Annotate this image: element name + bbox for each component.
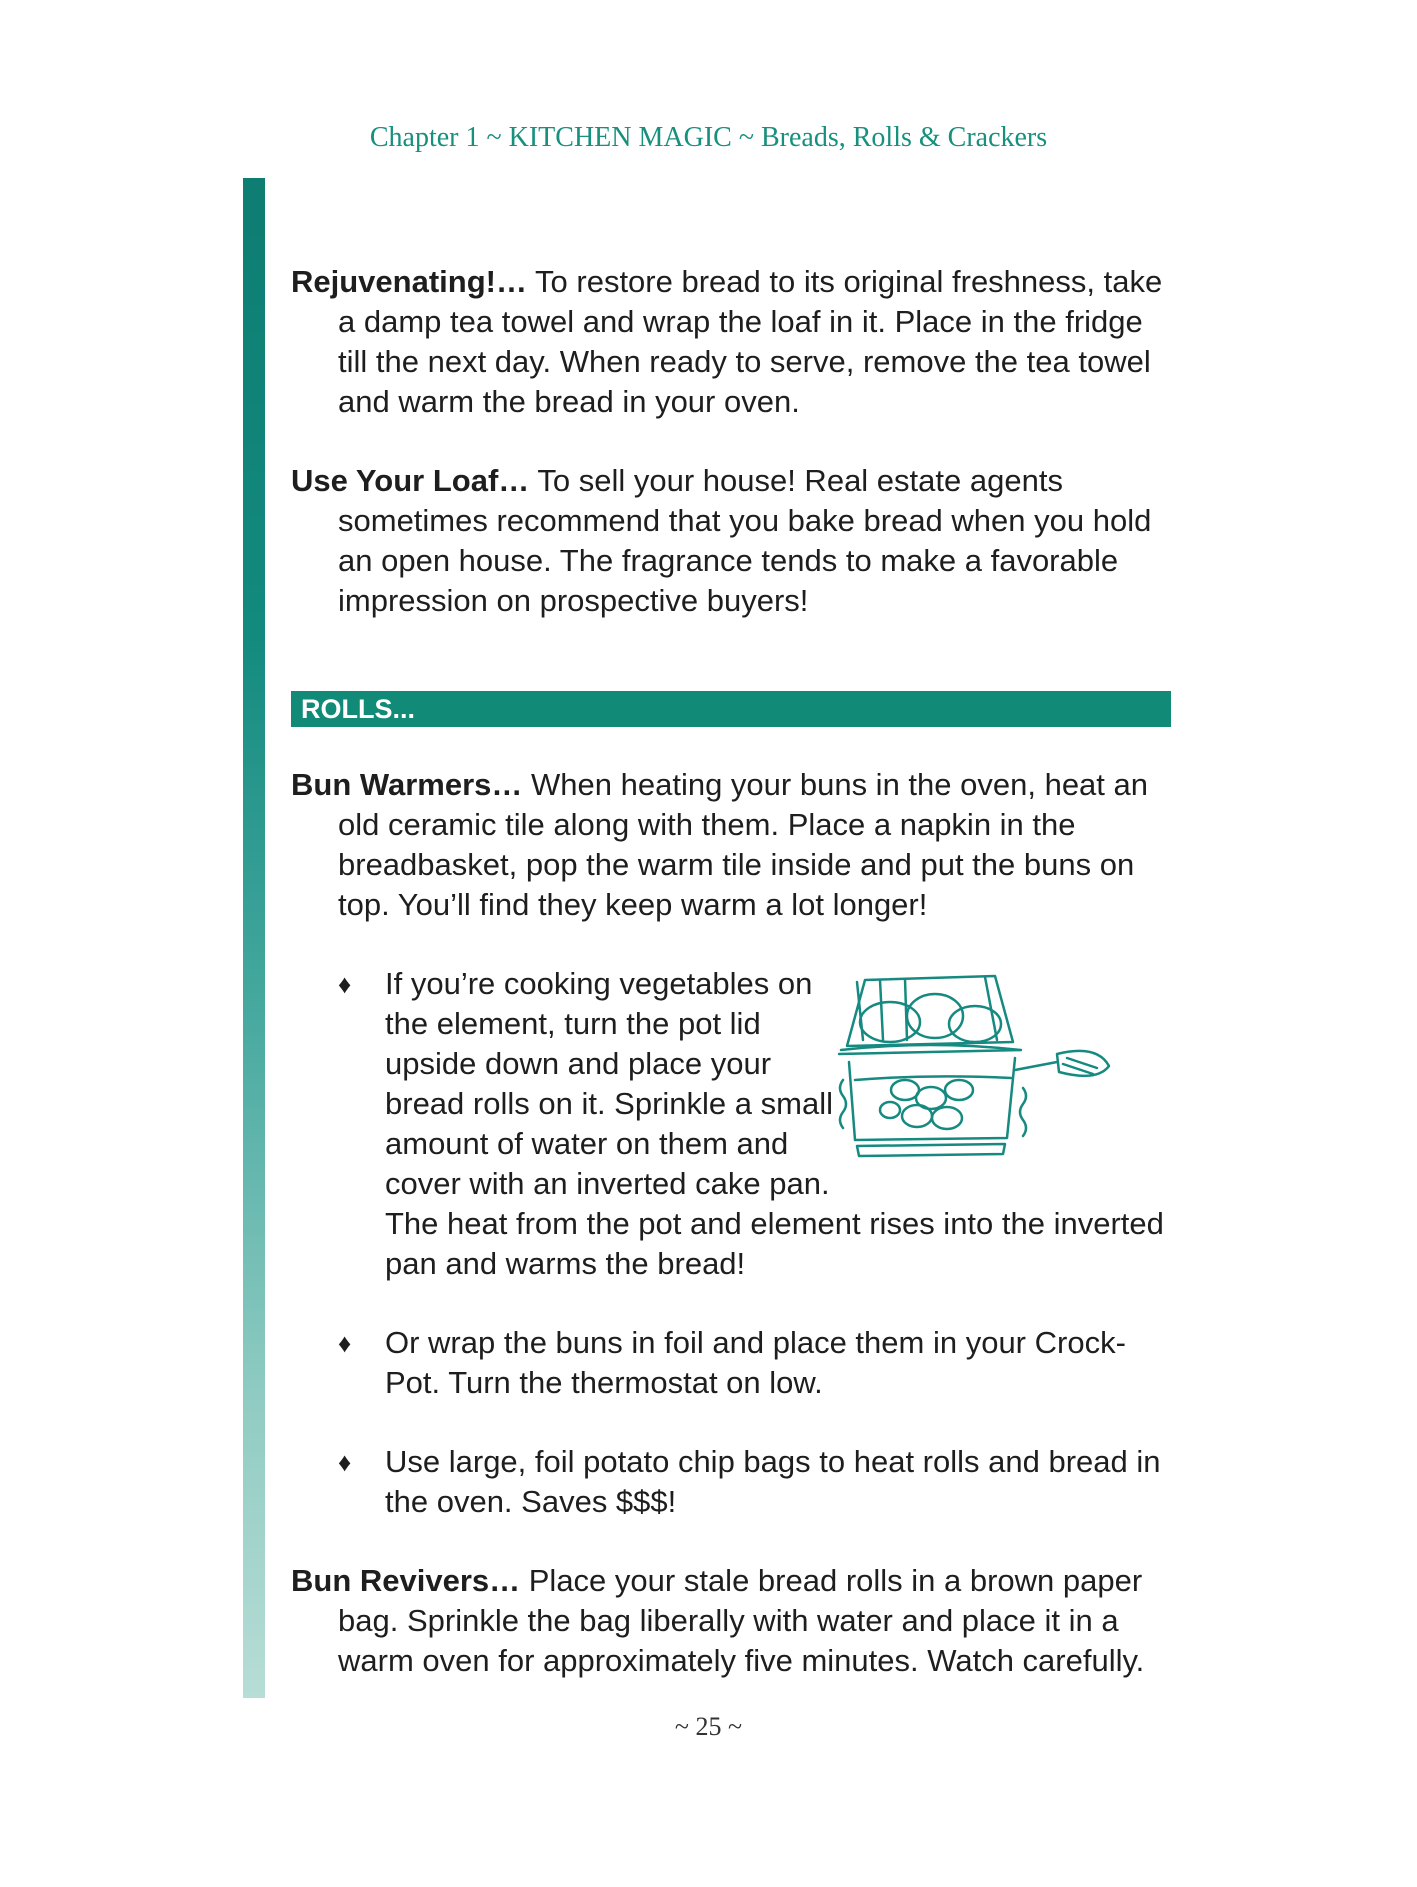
page-number: ~ 25 ~ bbox=[674, 1712, 743, 1741]
tip-bun-revivers bbox=[291, 1561, 1171, 1681]
tip-text: Place your stale bread rolls in a brown paper bag. Sprinkle the bag liberally with water and place it in a warm oven for approximately five minutes. Watch carefully. bbox=[338, 1563, 1145, 1678]
bullet-item-pot-lid bbox=[338, 964, 1171, 1284]
tip-title: Bun Warmers… bbox=[291, 767, 523, 802]
bullet-item-crock-pot bbox=[338, 1323, 1171, 1403]
tip-text: To restore bread to its original freshness, take a damp tea towel and wrap the loaf in it. Place in the fridge till the next day. When ready to serve, remove the tea towel and warm the bread in your oven. bbox=[338, 264, 1163, 419]
tip-title: Bun Revivers… bbox=[291, 1563, 521, 1598]
tip-title: Use Your Loaf… bbox=[291, 463, 530, 498]
diamond-bullet-icon: ♦ bbox=[338, 1328, 352, 1358]
running-head: Chapter 1 ~ KITCHEN MAGIC ~ Breads, Rolls & Crackers bbox=[369, 122, 1048, 153]
page-content bbox=[291, 262, 1171, 1681]
diamond-bullet-icon: ♦ bbox=[338, 969, 352, 999]
tip-text: To sell your house! Real estate agents sometimes recommend that you bake bread when you hold an open house. The fragrance tends to make a favorable impression on prospective buyers! bbox=[338, 463, 1152, 618]
tip-bun-warmers bbox=[291, 765, 1171, 925]
diamond-bullet-icon: ♦ bbox=[338, 1447, 352, 1477]
tip-text: When heating your buns in the oven, heat an old ceramic tile along with them. Place a napkin in the breadbasket, pop the warm tile inside and put the buns on top. You’ll find they keep warm a lot longer! bbox=[338, 767, 1149, 922]
bullet-text: Or wrap the buns in foil and place them in your Crock-Pot. Turn the thermostat on low. bbox=[385, 1325, 1126, 1400]
tip-rejuvenating bbox=[291, 262, 1171, 422]
pot-with-rolls-illustration bbox=[835, 970, 1115, 1180]
tip-use-your-loaf bbox=[291, 461, 1171, 621]
tip-title: Rejuvenating!… bbox=[291, 264, 527, 299]
bullet-text: If you’re cooking vegetables on the element, turn the pot lid upside down and place your bread rolls on it. Sprinkle a small amount of water on them and cover with an inverted cake pan. The heat from the pot and element rises into the inverted pan and warms the bread! bbox=[385, 966, 1164, 1281]
bullet-item-chip-bags bbox=[338, 1442, 1171, 1522]
section-header-rolls: ROLLS... bbox=[291, 691, 1171, 727]
bullet-text: Use large, foil potato chip bags to heat rolls and bread in the oven. Saves $$$! bbox=[385, 1444, 1161, 1519]
side-accent-bar bbox=[243, 178, 265, 1698]
